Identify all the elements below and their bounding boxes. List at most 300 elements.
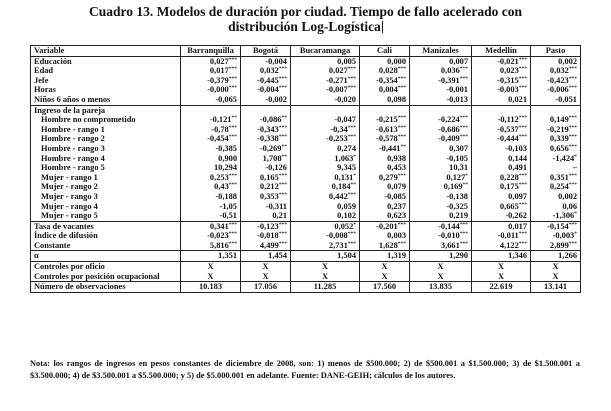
table-row	[31, 115, 581, 125]
cell-bogotá	[241, 163, 291, 173]
significance-stars: ***	[228, 172, 237, 179]
cell-value: 0,003	[387, 231, 406, 241]
row-label: Mujer - rango 5	[31, 211, 181, 221]
significance-stars: ***	[518, 75, 527, 82]
cell-value: -0,013	[446, 94, 468, 104]
cell-cali	[360, 221, 410, 231]
cell-value: -0,105	[446, 153, 468, 163]
significance-stars: *	[353, 153, 356, 160]
cell-value: -0,315	[497, 75, 519, 85]
cell-cali	[360, 66, 410, 76]
cell-manizales	[410, 76, 472, 86]
cell-bucaramanga	[291, 231, 360, 241]
cell-value: 0,237	[387, 201, 406, 211]
row-label: Hombre - rango 5	[31, 163, 181, 173]
significance-stars: ***	[459, 66, 468, 73]
cell-pasto	[531, 144, 581, 154]
significance-stars: ***	[228, 85, 237, 92]
cell-bucaramanga	[291, 76, 360, 86]
cell-value: -0,445	[257, 75, 279, 85]
cell-pasto: X	[531, 262, 581, 272]
cell-value: -0,121	[209, 115, 232, 125]
cell-manizales	[410, 66, 472, 76]
cell-pasto: 13.141	[531, 282, 581, 293]
cell-value: 0,017	[209, 66, 229, 76]
significance-stars: *	[353, 172, 356, 179]
cell-value: -0,004	[257, 85, 279, 95]
cell-value: -0,578	[376, 134, 398, 144]
cell-cali	[360, 231, 410, 241]
significance-stars: ***	[518, 172, 527, 179]
header-barranquilla: Barranquilla	[181, 46, 241, 57]
significance-stars: ***	[397, 85, 406, 92]
cell-value: -0,138	[446, 191, 468, 201]
cell-cali	[360, 115, 410, 125]
table-title	[0, 4, 611, 34]
row-label: Jefe	[31, 76, 181, 86]
cell-medellín	[472, 202, 531, 212]
cell-value: 0,623	[387, 211, 406, 221]
significance-stars: ***	[278, 182, 287, 189]
row-label: Mujer - rango 2	[31, 182, 181, 192]
cell-pasto: 1,266	[531, 251, 581, 262]
table-row	[31, 182, 581, 192]
header-medellin: Medellín	[472, 46, 531, 57]
cell-bogotá: 17.056	[241, 282, 291, 293]
significance-stars: ***	[228, 182, 237, 189]
significance-stars: ***	[347, 85, 356, 92]
cell-value: 0,098	[387, 94, 406, 104]
cell-value: -0,154	[547, 221, 569, 231]
significance-stars: ***	[397, 124, 406, 131]
cell-value: -0,34	[330, 124, 348, 134]
cell-value: 0,004	[378, 85, 398, 95]
cell-manizales	[410, 56, 472, 66]
significance-stars: ***	[518, 56, 527, 63]
significance-stars: ***	[228, 124, 237, 131]
cell-value: 0,665	[499, 201, 519, 211]
cell-value: 0,165	[259, 172, 279, 182]
cell-cali	[360, 163, 410, 173]
significance-stars: ***	[278, 172, 287, 179]
cell-barranquilla	[181, 173, 241, 183]
cell-pasto: X	[531, 272, 581, 282]
table-row	[31, 192, 581, 202]
cell-value: -0,065	[215, 94, 237, 104]
cell-value: -0,123	[257, 221, 279, 231]
table-row	[31, 272, 581, 282]
significance-stars: ***	[518, 115, 527, 122]
cell-medellín	[472, 241, 531, 251]
cell-value: 0,149	[549, 115, 569, 125]
cell-value: -0,011	[497, 231, 519, 241]
cell-pasto	[531, 85, 581, 95]
cell-barranquilla	[181, 76, 241, 86]
significance-stars: ***	[397, 221, 406, 228]
cell-value: 0,353	[259, 191, 279, 201]
cell-bucaramanga: 1,504	[291, 251, 360, 262]
cell-value: -0,188	[215, 191, 237, 201]
significance-stars: ***	[518, 134, 527, 141]
significance-stars: ***	[278, 191, 287, 198]
cell-value: -0,001	[446, 85, 468, 95]
cell-medellín	[472, 144, 531, 154]
cell-bogotá	[241, 241, 291, 251]
cell-value: 0,079	[387, 182, 406, 192]
significance-stars: ***	[397, 115, 406, 122]
cell-barranquilla	[181, 182, 241, 192]
cell-value: 0,279	[378, 172, 398, 182]
cell-manizales: X	[410, 272, 472, 282]
significance-stars: ***	[459, 240, 468, 247]
cell-pasto	[531, 182, 581, 192]
cell-value: -0,51	[219, 211, 237, 221]
cell-bucaramanga	[291, 202, 360, 212]
cell-value: 0,131	[334, 172, 354, 182]
significance-stars: **	[281, 153, 287, 160]
cell-value: 0,127	[446, 172, 466, 182]
table-row	[31, 56, 581, 66]
cell-bogotá	[241, 173, 291, 183]
block-controls-basic	[31, 56, 581, 105]
cell-value: -0,686	[438, 124, 460, 134]
significance-stars: ***	[228, 75, 237, 82]
cell-value: 0,000	[387, 56, 406, 66]
significance-stars: ***	[278, 240, 287, 247]
cell-bucaramanga	[291, 182, 360, 192]
row-label: Constante	[31, 241, 181, 251]
cell-barranquilla	[181, 154, 241, 164]
header-row	[31, 46, 581, 57]
cell-barranquilla	[181, 85, 241, 95]
cell-barranquilla	[181, 95, 241, 105]
significance-stars: ***	[278, 66, 287, 73]
significance-stars: ***	[397, 66, 406, 73]
cell-medellín	[472, 211, 531, 221]
significance-stars: *	[465, 172, 468, 179]
cell-value: -0,78	[211, 124, 229, 134]
table-row	[31, 144, 581, 154]
table-row	[31, 105, 581, 115]
cell-cali	[360, 154, 410, 164]
significance-stars: ***	[459, 231, 468, 238]
cell-bogotá: X	[241, 272, 291, 282]
significance-stars: ***	[518, 182, 527, 189]
cell-medellín	[472, 173, 531, 183]
significance-stars: ***	[397, 75, 406, 82]
row-label: Hombre - rango 4	[31, 154, 181, 164]
row-label: Edad	[31, 66, 181, 76]
cell-bucaramanga	[291, 125, 360, 135]
cell-value: -0,086	[259, 115, 282, 125]
significance-stars: ***	[228, 66, 237, 73]
significance-stars: ***	[228, 56, 237, 63]
significance-stars: ***	[518, 124, 527, 131]
cell-bucaramanga	[291, 85, 360, 95]
cell-value: 0,028	[378, 66, 398, 76]
table-row	[31, 154, 581, 164]
cell-pasto	[531, 173, 581, 183]
cell-value: 0,052	[334, 221, 354, 231]
cell-value: 0,351	[549, 172, 569, 182]
significance-stars: ***	[459, 124, 468, 131]
cell-value: 1,628	[378, 240, 398, 250]
cell-value: -0,020	[334, 94, 356, 104]
cell-value: -0,000	[207, 85, 229, 95]
cell-value: 0,184	[331, 182, 351, 192]
row-label: Hombre no comprometido	[31, 115, 181, 125]
title-line-2	[0, 19, 611, 34]
row-label: Niños 6 años o menos	[31, 95, 181, 105]
cell-barranquilla	[181, 202, 241, 212]
title-line-1: Cuadro 13. Modelos de duración por ciudad. Tiempo de fallo acelerado con	[89, 4, 522, 19]
cell-bucaramanga	[291, 173, 360, 183]
significance-stars: **	[281, 143, 287, 150]
cell-barranquilla	[181, 66, 241, 76]
row-label: Mujer - rango 4	[31, 202, 181, 212]
cell-bogotá	[241, 192, 291, 202]
cell-barranquilla	[181, 241, 241, 251]
significance-stars: ***	[459, 75, 468, 82]
cell-value: -0,103	[505, 143, 527, 153]
cell-value: 0,002	[558, 56, 577, 66]
table-row	[31, 221, 581, 231]
cell-value: 0,175	[499, 182, 519, 192]
cell-medellín	[472, 115, 531, 125]
cell-pasto	[531, 163, 581, 173]
cell-bogotá	[241, 66, 291, 76]
cell-bucaramanga	[291, 95, 360, 105]
cell-value: 4,499	[259, 240, 279, 250]
significance-stars: *	[574, 153, 577, 160]
cell-value: 10,31	[449, 163, 468, 173]
cell-value: -0,004	[265, 56, 287, 66]
cell-value: -0,003	[552, 231, 575, 241]
cell-value: -0,271	[326, 75, 348, 85]
cell-bogotá: X	[241, 262, 291, 272]
cell-value: 0,656	[549, 143, 569, 153]
cell-pasto	[531, 125, 581, 135]
cell-bogotá	[241, 182, 291, 192]
cell-value: -0,021	[497, 56, 519, 66]
cell-value: -0,423	[547, 75, 569, 85]
significance-stars: ***	[278, 134, 287, 141]
cell-cali	[360, 56, 410, 66]
cell-value: 0,938	[387, 153, 406, 163]
cell-medellín	[472, 125, 531, 135]
cell-manizales	[410, 115, 472, 125]
cell-value: -0,454	[207, 134, 229, 144]
cell-cali	[360, 182, 410, 192]
cell-value: -0,126	[265, 163, 287, 173]
cell-cali: 1,319	[360, 251, 410, 262]
cell-value: -0,441	[378, 143, 401, 153]
cell-manizales	[410, 163, 472, 173]
cell-value: -0,006	[547, 85, 569, 95]
cell-value: -0,379	[207, 75, 229, 85]
cell-value: 0,212	[259, 182, 279, 192]
cell-bucaramanga	[291, 144, 360, 154]
cell-cali	[360, 134, 410, 144]
cell-manizales	[410, 144, 472, 154]
row-label: Mujer - rango 1	[31, 173, 181, 183]
cell-value: 4,122	[499, 240, 519, 250]
cell-barranquilla	[181, 192, 241, 202]
cell-value: 0,442	[328, 191, 348, 201]
cell-pasto	[531, 192, 581, 202]
cell-manizales	[410, 231, 472, 241]
significance-stars: ***	[568, 85, 577, 92]
significance-stars: ***	[347, 231, 356, 238]
significance-stars: **	[350, 182, 356, 189]
cell-bogotá	[241, 85, 291, 95]
significance-stars: ***	[228, 221, 237, 228]
cell-barranquilla	[181, 134, 241, 144]
table-row	[31, 66, 581, 76]
cell-pasto	[531, 76, 581, 86]
block-alpha	[31, 251, 581, 262]
significance-stars: ***	[568, 143, 577, 150]
significance-stars: *	[353, 221, 356, 228]
cell-bogotá	[241, 115, 291, 125]
cell-bucaramanga	[291, 241, 360, 251]
cell-medellín	[472, 76, 531, 86]
cell-value: 0,005	[337, 56, 356, 66]
results-table	[30, 45, 581, 293]
cell-manizales	[410, 85, 472, 95]
cell-cali	[360, 85, 410, 95]
cell-value: 1,708	[262, 153, 282, 163]
cell-value: 0,023	[499, 66, 519, 76]
cell-value: -0,002	[265, 94, 287, 104]
significance-stars: ***	[278, 221, 287, 228]
cell-bucaramanga	[291, 163, 360, 173]
cell-bogotá	[241, 154, 291, 164]
cell-bucaramanga	[291, 154, 360, 164]
cell-value: 0,254	[549, 182, 569, 192]
cell-medellín	[472, 56, 531, 66]
cell-value: 0,274	[337, 143, 356, 153]
cell-value: -0,444	[497, 134, 519, 144]
cell-value: 5,816	[209, 240, 229, 250]
cell-value: 0,169	[443, 182, 463, 192]
cell-cali	[360, 192, 410, 202]
cell-manizales	[410, 211, 472, 221]
significance-stars: ***	[397, 172, 406, 179]
significance-stars: ***	[518, 66, 527, 73]
cell-value: 2,899	[549, 240, 569, 250]
cell-bucaramanga	[291, 134, 360, 144]
cell-medellín: X	[472, 262, 531, 272]
cell-bucaramanga: 11.285	[291, 282, 360, 293]
cell-value: -0,391	[438, 75, 460, 85]
cell-value: 0,900	[218, 153, 237, 163]
cell-value: -0,311	[265, 201, 287, 211]
cell-barranquilla	[181, 221, 241, 231]
significance-stars: ***	[568, 75, 577, 82]
significance-stars: ***	[347, 240, 356, 247]
cell-value: -1,306	[552, 211, 575, 221]
table-row	[31, 282, 581, 293]
cell-cali: X	[360, 262, 410, 272]
cell-barranquilla	[181, 163, 241, 173]
significance-stars: **	[231, 115, 237, 122]
cell-barranquilla: 1,351	[181, 251, 241, 262]
header-manizales: Manizales	[410, 46, 472, 57]
table-row	[31, 231, 581, 241]
table-row	[31, 241, 581, 251]
cell-value: -0,215	[376, 115, 398, 125]
cell-value: -0,325	[446, 201, 468, 211]
cell-value: -0,253	[326, 134, 348, 144]
cell-bogotá	[241, 134, 291, 144]
table-row	[31, 85, 581, 95]
significance-stars: ***	[278, 124, 287, 131]
block-labor-market	[31, 221, 581, 251]
cell-value: -0,613	[376, 124, 398, 134]
significance-stars: ***	[568, 172, 577, 179]
cell-value: -0,409	[438, 134, 460, 144]
cell-bogotá	[241, 125, 291, 135]
cell-bucaramanga	[291, 221, 360, 231]
cell-value: 10,294	[213, 163, 237, 173]
cell-value: -0,003	[497, 85, 519, 95]
block-partner-income	[31, 105, 581, 221]
cell-barranquilla	[181, 56, 241, 66]
cell-manizales	[410, 95, 472, 105]
table-note: Nota: los rangos de ingresos en pesos constantes de diciembre de 2008, son: 1) menos de $500.000; 2) de $500.001 a $1.500.000; 3) de $1.500.001 a $3.500.000; 4) de $3.500.001 a $5.500.000; y 5) de $5.000.001 en adelante. Fuente: DANE-GEIH; cálculos de los autores.	[30, 359, 580, 380]
row-label: Hombre - rango 1	[31, 125, 181, 135]
cell-medellín: 22.619	[472, 282, 531, 293]
block2-heading: Ingreso de la pareja	[31, 105, 181, 115]
cell-value: 0,06	[562, 201, 577, 211]
significance-stars: ***	[347, 134, 356, 141]
cell-value: 0,43	[214, 182, 229, 192]
block-observations	[31, 282, 581, 293]
cell-pasto	[531, 231, 581, 241]
cell-value: -0,085	[384, 191, 406, 201]
cell-bucaramanga	[291, 115, 360, 125]
cell-value: -0,047	[334, 115, 356, 125]
cell-barranquilla	[181, 231, 241, 241]
cell-value: 0,144	[508, 153, 527, 163]
title-line-2-text: distribución Log-Logística	[228, 19, 381, 34]
row-label: Hombre - rango 2	[31, 134, 181, 144]
row-label: Mujer - rango 3	[31, 192, 181, 202]
significance-stars: **	[400, 143, 406, 150]
cell-barranquilla: X	[181, 262, 241, 272]
significance-stars: ***	[568, 182, 577, 189]
cell-medellín	[472, 221, 531, 231]
cell-bogotá	[241, 56, 291, 66]
cell-manizales	[410, 173, 472, 183]
row-label: Controles por oficio	[31, 262, 181, 272]
cell-pasto	[531, 95, 581, 105]
cell-manizales	[410, 182, 472, 192]
cell-value: 0,036	[440, 66, 460, 76]
cell-bucaramanga	[291, 66, 360, 76]
cell-manizales	[410, 202, 472, 212]
cell-value: 0,253	[209, 172, 229, 182]
significance-stars: ***	[459, 134, 468, 141]
cell-value: -0,219	[547, 124, 569, 134]
cell-value: 0,219	[449, 211, 468, 221]
cell-medellín	[472, 163, 531, 173]
cell-value: -0,008	[326, 231, 348, 241]
cell-bucaramanga	[291, 56, 360, 66]
cell-value: -0,338	[257, 134, 279, 144]
cell-bogotá	[241, 95, 291, 105]
